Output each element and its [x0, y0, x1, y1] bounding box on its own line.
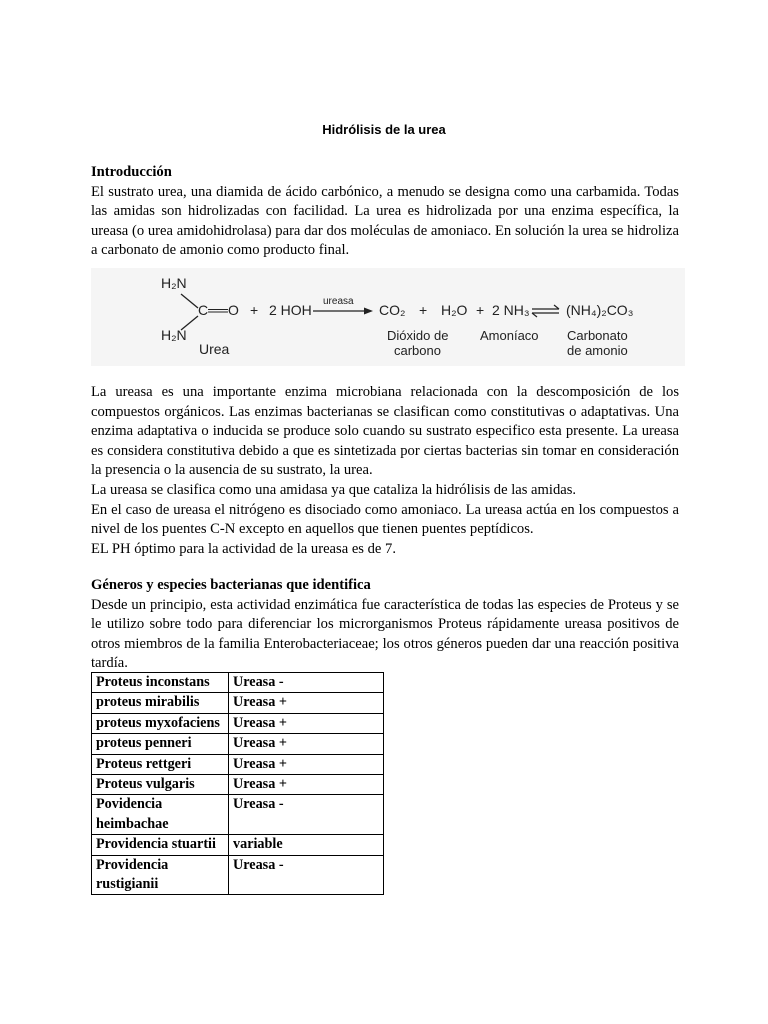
table-row — [92, 673, 384, 693]
plus-sign: + — [250, 302, 259, 318]
result-cell: Ureasa - — [229, 855, 384, 895]
result-cell: Ureasa + — [229, 775, 384, 795]
water-reactant: 2 HOH — [269, 302, 312, 318]
h2n-top: H₂N — [161, 275, 187, 291]
table-row — [92, 775, 384, 795]
result-cell: Ureasa - — [229, 673, 384, 693]
species-cell: Providencia stuartii — [92, 835, 229, 855]
species-cell: proteus myxofaciens — [92, 713, 229, 733]
carbonate-product: (NH₄)₂CO₃ — [566, 302, 634, 318]
carbonate-label-line2: de amonio — [567, 343, 628, 358]
result-cell: Ureasa - — [229, 795, 384, 835]
generos-heading: Géneros y especies bacterianas que identifica — [91, 577, 371, 593]
result-cell: Ureasa + — [229, 754, 384, 774]
species-table — [91, 672, 384, 895]
species-cell: proteus penneri — [92, 734, 229, 754]
enzyme-label: ureasa — [323, 296, 354, 307]
table-row — [92, 713, 384, 733]
species-cell: Proteus vulgaris — [92, 775, 229, 795]
carbonyl-group: C══O — [198, 302, 239, 318]
species-cell: proteus mirabilis — [92, 693, 229, 713]
result-cell: Ureasa + — [229, 713, 384, 733]
h2o-product: H₂O — [441, 302, 468, 318]
co2-label-line1: Dióxido de — [387, 328, 449, 343]
equilibrium-head-back — [532, 313, 537, 317]
nh3-product: 2 NH₃ — [492, 302, 530, 318]
co2-label-line2: carbono — [394, 343, 441, 358]
intro-heading: Introducción — [91, 164, 172, 180]
table-row — [92, 855, 384, 895]
co2-product: CO₂ — [379, 302, 406, 318]
paragraph: En el caso de ureasa el nitrógeno es disociado como amoniaco. La ureasa actúa en los compuestos a nivel de los puentes C-N excepto en aquellos que tienen puentes peptídicos. — [91, 501, 679, 538]
reaction-figure — [91, 268, 685, 366]
result-cell: Ureasa + — [229, 693, 384, 713]
page-title: Hidrólisis de la urea — [322, 122, 446, 137]
paragraph: La ureasa se clasifica como una amidasa ya que cataliza la hidrólisis de las amidas. — [91, 481, 577, 498]
ureasa-section — [91, 383, 679, 559]
table-row — [92, 835, 384, 855]
intro-section — [91, 163, 679, 261]
table-row — [92, 734, 384, 754]
carbonate-label-line1: Carbonato — [567, 328, 628, 343]
result-cell: Ureasa + — [229, 734, 384, 754]
result-cell: variable — [229, 835, 384, 855]
table-row — [92, 754, 384, 774]
urea-label: Urea — [199, 341, 230, 357]
species-cell: Proteus rettgeri — [92, 754, 229, 774]
generos-paragraph: Desde un principio, esta actividad enzimática fue característica de todas las especies de Proteus y se le utilizo sobre todo para diferenciar los microrganismos Proteus rápidamente ureasa positivos de otros miembros de la familia Enterobacteriaceae; los otros géneros pueden dar una reacción positiva tardía. — [91, 596, 679, 672]
arrow-head — [364, 308, 373, 315]
generos-section — [91, 576, 679, 674]
table-row — [92, 795, 384, 835]
plus-sign: + — [476, 302, 485, 318]
species-cell: Providencia rustigianii — [92, 855, 229, 895]
species-cell: Proteus inconstans — [92, 673, 229, 693]
table-row — [92, 693, 384, 713]
bond-top — [181, 294, 198, 308]
equilibrium-head-forward — [554, 305, 559, 309]
paragraph: La ureasa es una importante enzima microbiana relacionada con la descomposición de los compuestos orgánicos. Las enzimas bacterianas se clasifican como constitutivas o adaptativas. Una enzima adaptativa o inducida se produce solo cuando su sustrato especifico esta presente. La ureasa es considera constitutiva debido a que es sintetizada por ciertas bacterias sin tomar en consideración la presencia o la ausencia de su sustrato, la urea. — [91, 384, 679, 479]
nh3-label: Amoníaco — [480, 328, 539, 343]
species-cell: Povidencia heimbachae — [92, 795, 229, 835]
plus-sign: + — [419, 302, 428, 318]
paragraph: EL PH óptimo para la actividad de la ureasa es de 7. — [91, 540, 397, 557]
intro-paragraph: El sustrato urea, una diamida de ácido carbónico, a menudo se designa como una carbamida. Todas las amidas son hidrolizadas con facilidad. La urea es hidrolizada por una enzima específica, la ureasa (o urea amidohidrolasa) para dar dos moléculas de amoniaco. En solución la urea se hidroliza a carbonato de amonio como producto final. — [91, 183, 679, 259]
h2n-bottom: H₂N — [161, 327, 187, 343]
